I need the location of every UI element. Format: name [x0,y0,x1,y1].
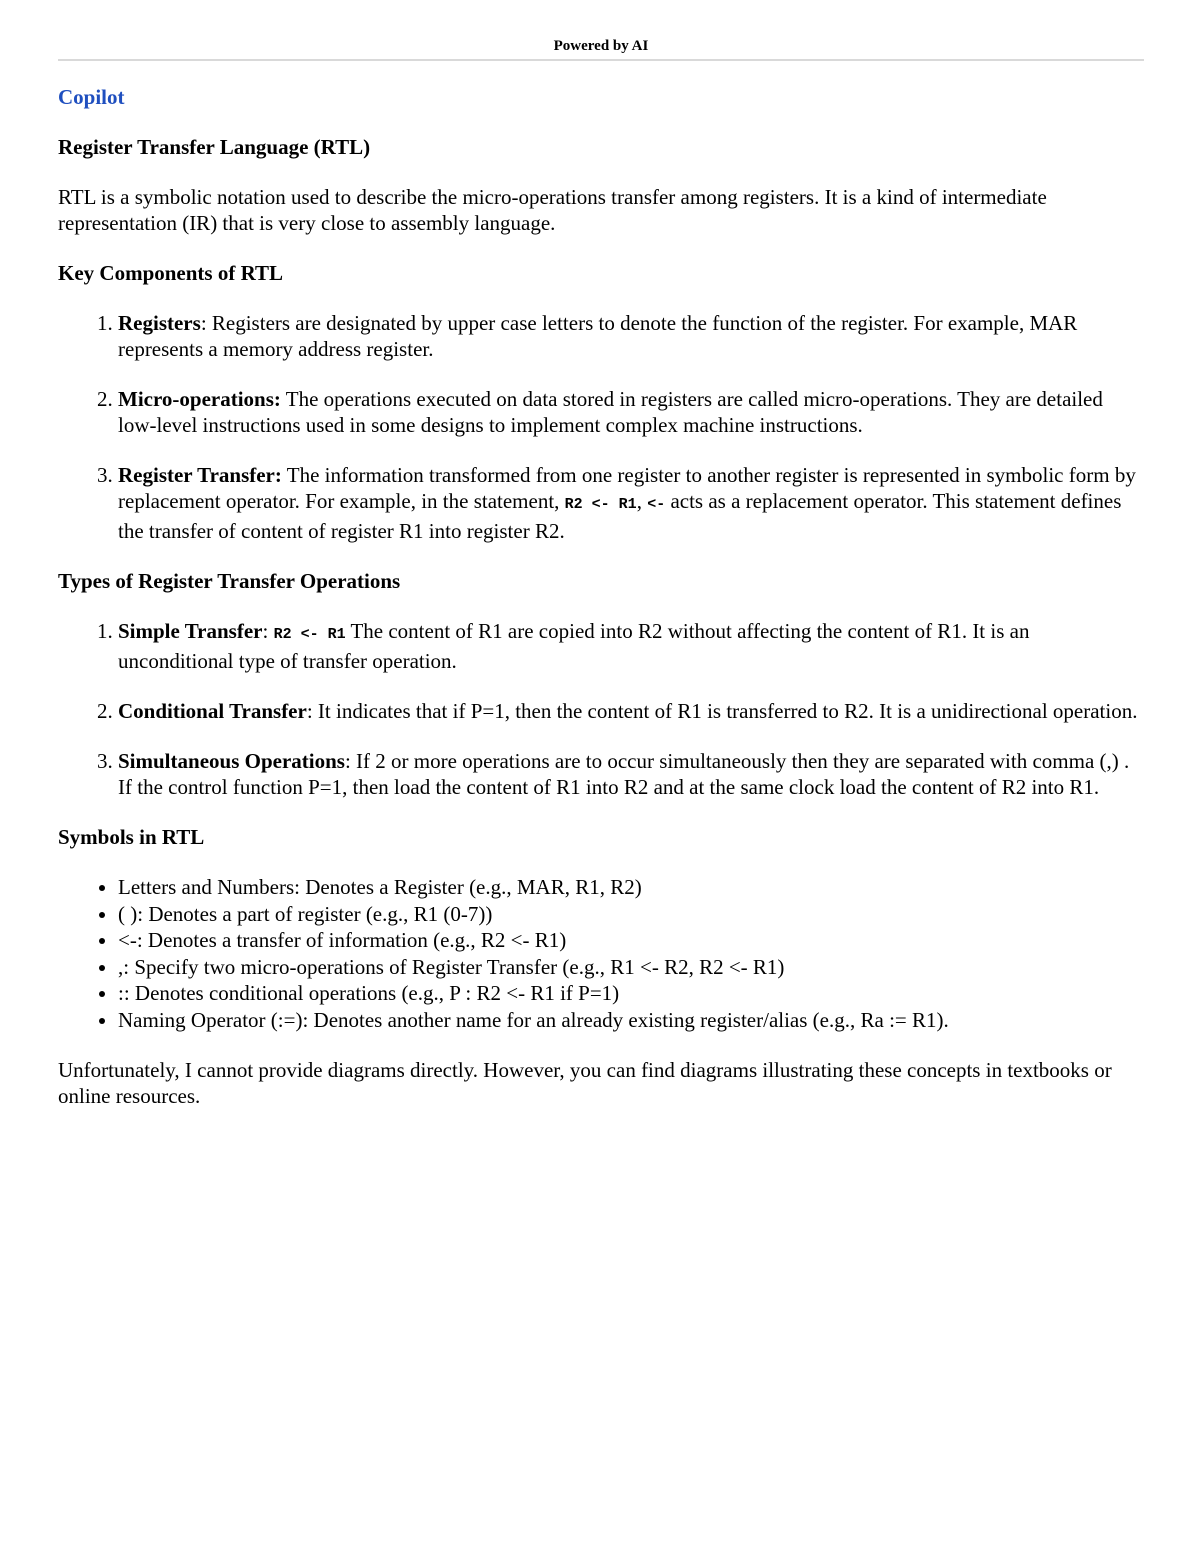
description: : If 2 or more operations are to occur simultaneously then they are separated with comma (,) . If the control function P=1, then load the content of R1 into R2 and at the same clock load the content of R2 into R1. [118,749,1130,799]
page-header: Powered by AI [58,38,1144,61]
term: Simple Transfer [118,619,263,643]
types-list [58,618,1144,800]
term: Micro-operations: [118,387,281,411]
term: Simultaneous Operations [118,749,345,773]
document-page [58,38,1144,1109]
list-item: • <-: Denotes a transfer of information (e.g., R2 <- R1) [118,927,1144,954]
description: The content of R1 are copied into R2 without affecting the content of R1. It is an unconditional type of transfer operation. [118,619,1030,673]
list-item [118,748,1144,800]
list-item [118,698,1144,724]
list-item: • Letters and Numbers: Denotes a Register (e.g., MAR, R1, R2) [118,874,1144,901]
description: The information transformed from one register to another register is represented in symbolic form by replacement operator. For example, in the statement, [118,463,1136,513]
list-item [118,462,1144,544]
list-item [118,386,1144,438]
key-components-list [58,310,1144,544]
key-components-heading: Key Components of RTL [58,261,284,285]
description: , [636,489,648,513]
description: : Registers are designated by upper case letters to denote the function of the register. For example, MAR represents a memory address register. [118,311,1078,361]
list-item: • Naming Operator (:=): Denotes another name for an already existing register/alias (e.g., Ra := R1). [118,1007,1144,1034]
brand-title: Copilot [58,85,125,109]
document-title: Register Transfer Language (RTL) [58,135,371,159]
term: Register Transfer: [118,463,282,487]
types-heading: Types of Register Transfer Operations [58,569,401,593]
description: : [262,619,274,643]
description: acts as a replacement operator. This statement defines the transfer of content of register R1 into register R2. [118,489,1122,543]
code-snippet: R2 <- R1 [273,626,346,643]
symbols-heading: Symbols in RTL [58,825,205,849]
intro-paragraph: RTL is a symbolic notation used to describe the micro-operations transfer among registers. It is a kind of intermediate representation (IR) that is very close to assembly language. [58,185,1047,235]
code-snippet: <- [647,496,666,513]
list-item: • :: Denotes conditional operations (e.g., P : R2 <- R1 if P=1) [118,980,1144,1007]
list-item [118,310,1144,362]
list-item: • ,: Specify two micro-operations of Register Transfer (e.g., R1 <- R2, R2 <- R1) [118,954,1144,981]
description: : It indicates that if P=1, then the content of R1 is transferred to R2. It is a unidirectional operation. [306,699,1138,723]
list-item: • ( ): Denotes a part of register (e.g., R1 (0-7)) [118,901,1144,928]
term: Registers [118,311,201,335]
closing-paragraph: Unfortunately, I cannot provide diagrams directly. However, you can find diagrams illustrating these concepts in textbooks or online resources. [58,1058,1112,1108]
symbols-list [58,874,1144,1033]
code-snippet: R2 <- R1 [564,496,637,513]
list-item [118,618,1144,674]
term: Conditional Transfer [118,699,307,723]
description: The operations executed on data stored in registers are called micro-operations. They are detailed low-level instructions used in some designs to implement complex machine instructions. [118,387,1103,437]
